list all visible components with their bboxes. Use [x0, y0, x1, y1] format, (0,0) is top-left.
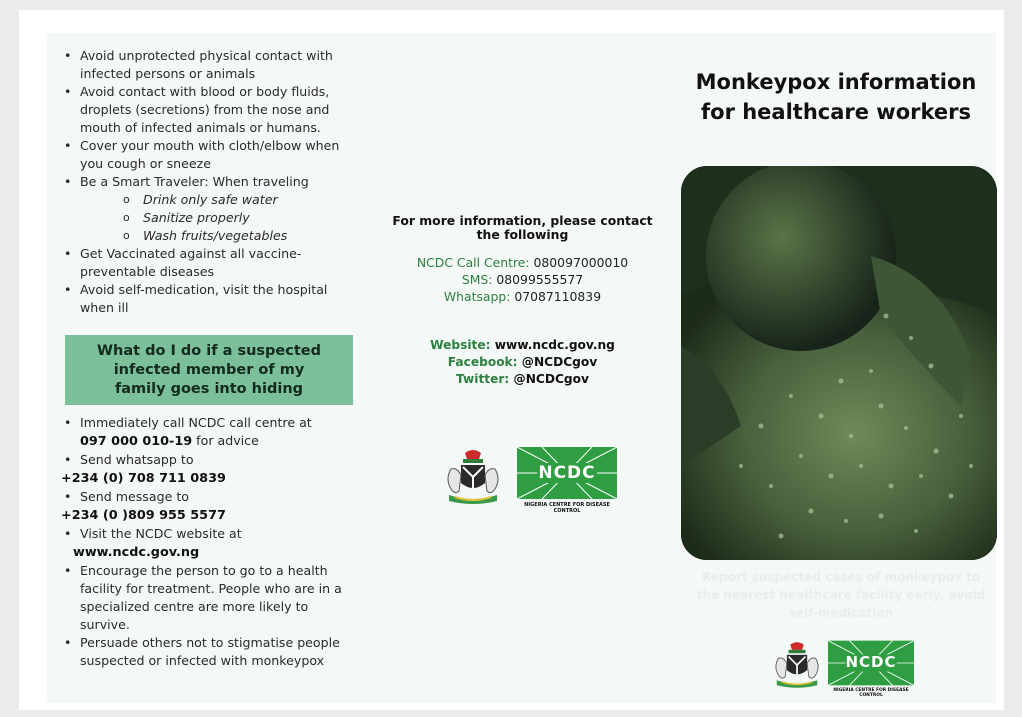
hiding-heading: What do I do if a suspected infected member of my family goes into hiding	[97, 342, 321, 397]
facebook-line[interactable]: Facebook: @NCDCgov	[447, 355, 598, 369]
coat-of-arms-icon	[770, 638, 824, 692]
ncdc-logo	[517, 447, 617, 514]
whatsapp-line: Whatsapp: 07087110839	[443, 289, 602, 304]
brochure-sheet	[19, 10, 1004, 710]
call-centre-line: NCDC Call Centre: 080097000010	[416, 255, 629, 270]
list-item: • Cover your mouth with cloth/elbow when you cough or sneeze	[61, 137, 361, 173]
ncdc-logo-acronym: NCDC	[538, 463, 596, 483]
list-item: • Send message to +234 (0 )809 955 5577	[61, 488, 361, 525]
twitter-line[interactable]: Twitter: @NCDCgov	[456, 372, 589, 386]
list-item: • Be a Smart Traveler: When traveling o Drink only safe water o Sanitize properly o Wash fruits/vegetables	[61, 173, 361, 245]
coat-of-arms-icon	[441, 445, 505, 509]
list-item: • Persuade others not to stigmatise people suspected or infected with monkeypox	[61, 634, 361, 670]
list-item: • Get Vaccinated against all vaccine-preventable diseases	[61, 245, 361, 281]
right-panel	[666, 33, 996, 703]
ncdc-logo	[828, 640, 914, 696]
prevention-list	[61, 47, 361, 317]
list-item: o Wash fruits/vegetables	[123, 227, 361, 245]
middle-panel	[379, 33, 666, 703]
sms-line: SMS: 08099555577	[461, 272, 584, 287]
left-panel	[47, 33, 379, 703]
report-caption: Report suspected cases of monkeypox to the nearest healthcare facility early, avoid self-medication	[696, 570, 986, 620]
whatsapp-number: +234 (0) 708 711 0839	[61, 471, 226, 486]
patient-photo	[681, 166, 997, 560]
call-number: 097 000 010-19	[80, 434, 193, 449]
actions-list	[61, 414, 361, 670]
list-item: • Send whatsapp to +234 (0) 708 711 0839	[61, 451, 361, 488]
list-item: • Immediately call NCDC call centre at 097 000 010-19 for advice	[61, 414, 361, 451]
list-item: • Encourage the person to go to a health facility for treatment. People who are in a specialized centre are more likely to survive.	[61, 562, 361, 634]
ncdc-logo-fullname: NIGERIA CENTRE FOR DISEASE CONTROL	[524, 502, 610, 514]
ncdc-logo-acronym: NCDC	[845, 653, 897, 671]
contact-heading: For more information, please contact the following	[392, 213, 653, 242]
patient-photo-icon	[681, 166, 997, 560]
list-item: • Avoid self-medication, visit the hospital when ill	[61, 281, 361, 317]
list-item: • Avoid contact with blood or body fluids, droplets (secretions) from the nose and mouth of infected animals or humans.	[61, 83, 361, 137]
ncdc-logo-fullname: NIGERIA CENTRE FOR DISEASE CONTROL	[833, 688, 909, 698]
message-number: +234 (0 )809 955 5577	[61, 508, 226, 523]
list-item: • Avoid unprotected physical contact with infected persons or animals	[61, 47, 361, 83]
website-line[interactable]: Website: www.ncdc.gov.ng	[430, 338, 615, 352]
website-link[interactable]: www.ncdc.gov.ng	[73, 545, 200, 560]
hiding-heading-box	[65, 335, 353, 405]
list-item: o Drink only safe water	[123, 191, 361, 209]
page-title: Monkeypox information for healthcare workers	[695, 70, 977, 124]
traveler-tips-list	[80, 191, 361, 245]
list-item: • Visit the NCDC website at www.ncdc.gov.ng	[61, 525, 361, 562]
list-item: o Sanitize properly	[123, 209, 361, 227]
